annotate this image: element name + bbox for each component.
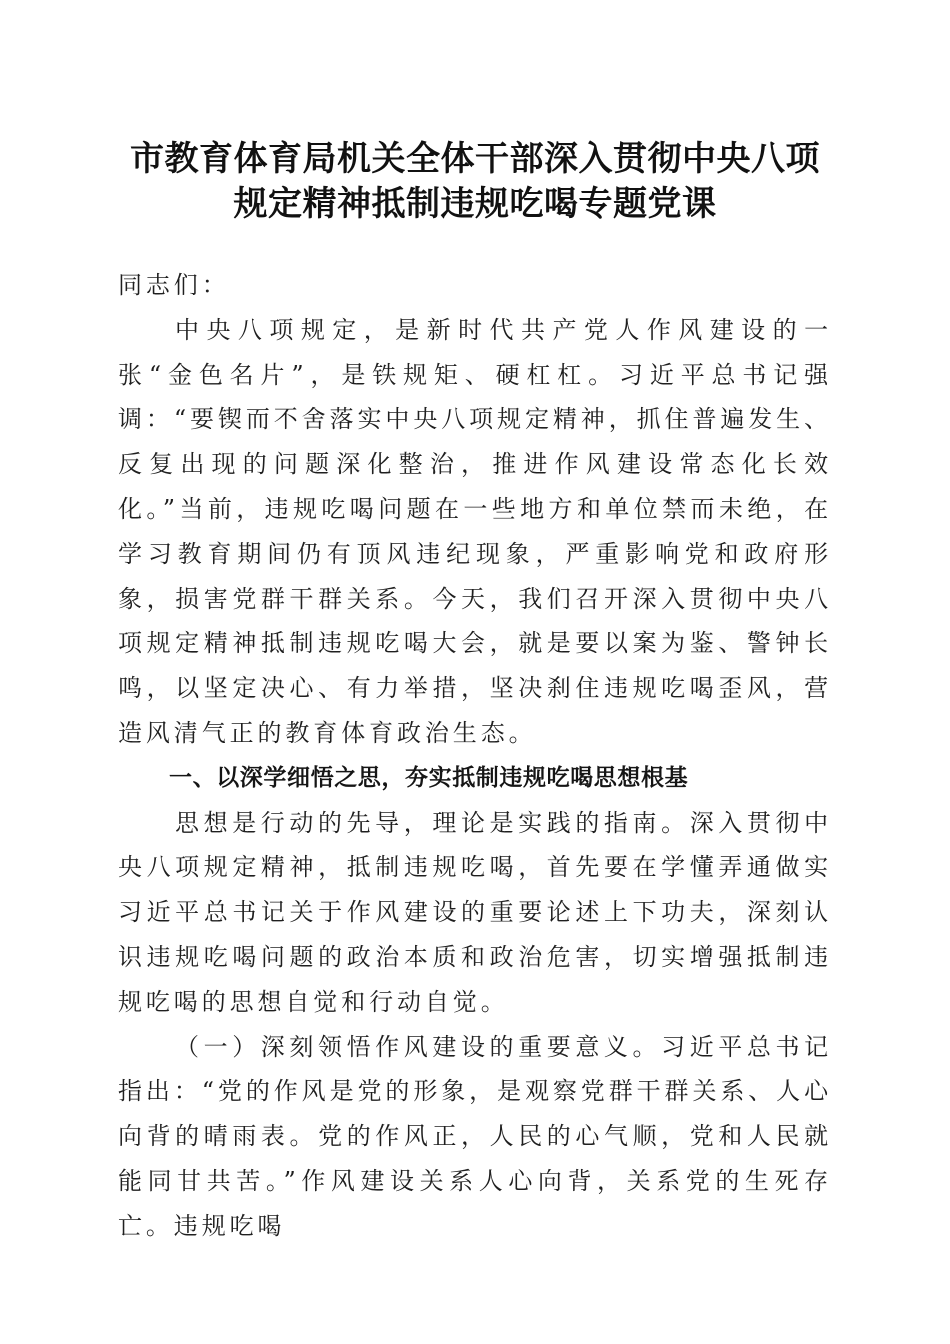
intro-paragraph: 中央八项规定，是新时代共产党人作风建设的一张“金色名片”，是铁规矩、硬杠杠。习近平总书记强调：“要锲而不舍落实中央八项规定精神，抓住普遍发生、反复出现的问题深化整治，推进作风建设常态化长效化。”当前，违规吃喝问题在一些地方和单位禁而未绝，在学习教育期间仍有顶风违纪现象，严重影响党和政府形象，损害党群干群关系。今天，我们召开深入贯彻中央八项规定精神抵制违规吃喝大会，就是要以案为鉴、警钟长鸣，以坚定决心、有力举措，坚决刹住违规吃喝歪风，营造风清气正的教育体育政治生态。 [118, 315, 832, 747]
subsection-1-paragraph: （一）深刻领悟作风建设的重要意义。习近平总书记指出：“党的作风是党的形象，是观察党群干群关系、人心向背的晴雨表。党的作风正，人民的心气顺，党和人民就能同甘共苦。”作风建设关系人心向背，关系党的生死存亡。违规吃喝 [118, 1032, 832, 1240]
document-content [118, 137, 832, 1249]
section-heading-1: 一、以深学细悟之思，夯实抵制违规吃喝思想根基 [169, 764, 689, 791]
salutation: 同志们： [118, 271, 230, 299]
document-title [118, 137, 832, 227]
title-line-1: 市教育体育局机关全体干部深入贯彻中央八项 [130, 139, 820, 179]
section-1-paragraph: 思想是行动的先导，理论是实践的指南。深入贯彻中央八项规定精神，抵制违规吃喝，首先要在学懂弄通做实习近平总书记关于作风建设的重要论述上下功夫，深刻认识违规吃喝问题的政治本质和政治危害，切实增强抵制违规吃喝的思想自觉和行动自觉。 [118, 808, 832, 1016]
document-body [118, 263, 832, 1249]
title-line-2: 规定精神抵制违规吃喝专题党课 [233, 184, 717, 224]
